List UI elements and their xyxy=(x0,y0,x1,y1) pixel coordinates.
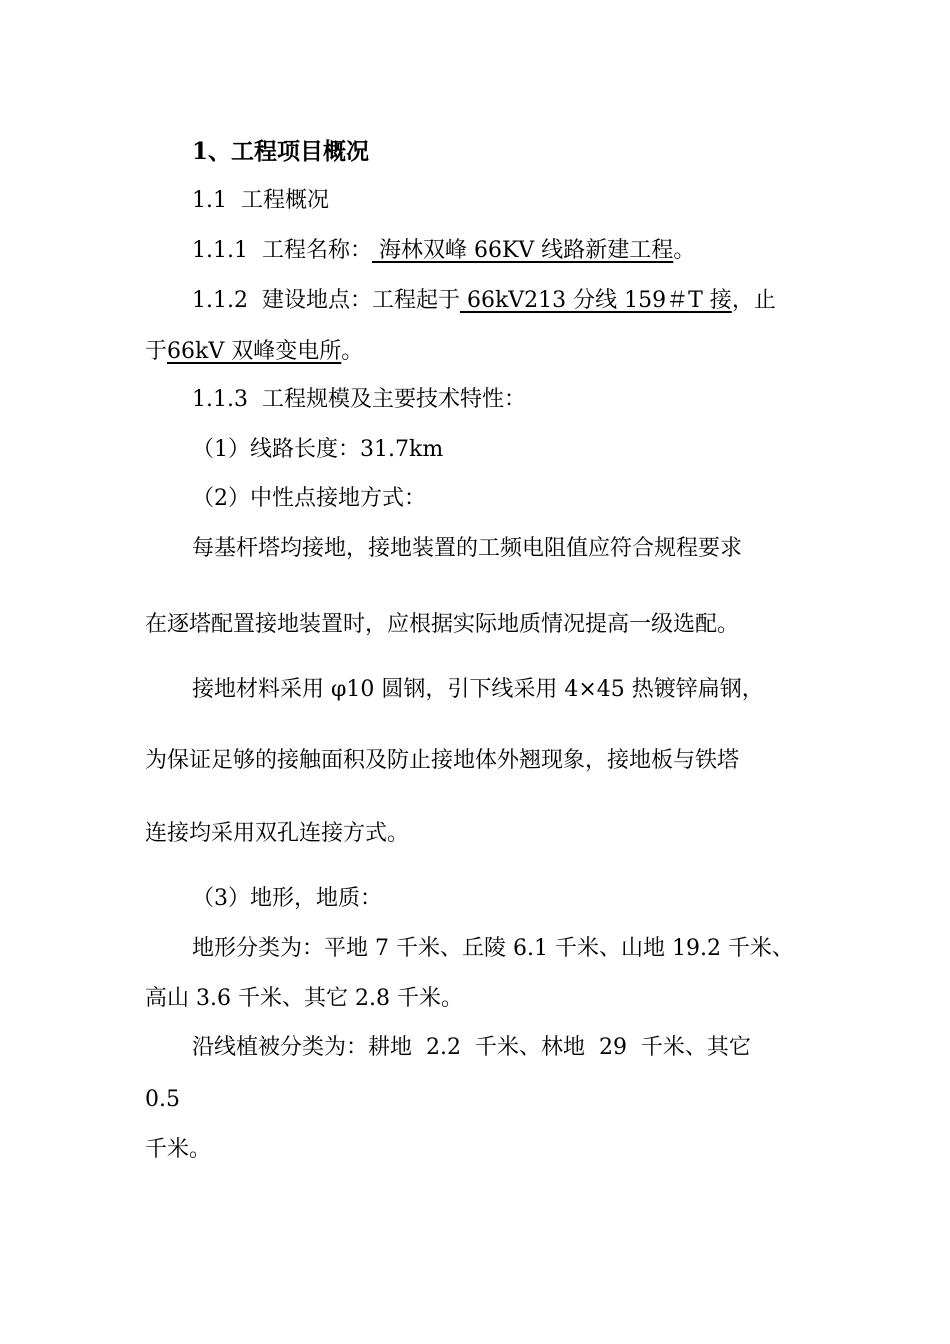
terrain-line-1: 地形分类为：平地 7 千米、丘陵 6.1 千米、山地 19.2 千米、 xyxy=(192,936,794,961)
terrain-line-2: 高山 3.6 千米、其它 2.8 千米。 xyxy=(145,986,463,1011)
grounding-paragraph-line-1: 每基杆塔均接地，接地装置的工频电阻值应符合规程要求 xyxy=(192,536,743,561)
vegetation-line-3: 千米。 xyxy=(145,1137,212,1162)
vegetation-line-1: 沿线植被分类为：耕地 2.2 千米、林地 29 千米、其它 xyxy=(192,1035,751,1060)
grounding-paragraph-line-2: 在逐塔配置接地装置时，应根据实际地质情况提高一级选配。 xyxy=(145,612,740,637)
material-paragraph-line-3: 连接均采用双孔连接方式。 xyxy=(145,821,410,846)
material-paragraph-line-1: 接地材料采用 φ10 圆钢，引下线采用 4×45 热镀锌扁钢， xyxy=(192,677,764,702)
project-name-line xyxy=(192,236,695,266)
section-heading: 1、工程项目概况 xyxy=(192,138,370,165)
neutral-grounding-item: （2）中性点接地方式： xyxy=(192,486,426,511)
project-name-value: 海林双峰 66KV 线路新建工程 xyxy=(371,238,674,263)
location-end-value: 66kV 双峰变电所 xyxy=(167,339,342,364)
location-tail: 。 xyxy=(341,339,364,364)
material-paragraph-line-2: 为保证足够的接触面积及防止接地体外翘现象，接地板与铁塔 xyxy=(145,748,740,773)
project-name-tail: 。 xyxy=(673,238,696,263)
project-name-label: 1.1.1 工程名称： xyxy=(192,238,372,263)
location-line-1 xyxy=(192,286,776,316)
location-label: 1.1.2 建设地点：工程起于 xyxy=(192,288,460,313)
scale-title: 1.1.3 工程规模及主要技术特性： xyxy=(192,387,526,412)
terrain-geology-item: （3）地形，地质： xyxy=(192,886,382,911)
location-mid: ，止 xyxy=(731,288,776,313)
location-prefix: 于 xyxy=(145,339,168,364)
subsection-title: 1.1 工程概况 xyxy=(192,188,329,213)
vegetation-line-2: 0.5 xyxy=(145,1087,180,1112)
location-start-value: 66kV213 分线 159＃T 接 xyxy=(459,288,732,313)
line-length-item: （1）线路长度：31.7km xyxy=(192,437,444,462)
location-line-2 xyxy=(145,337,363,367)
